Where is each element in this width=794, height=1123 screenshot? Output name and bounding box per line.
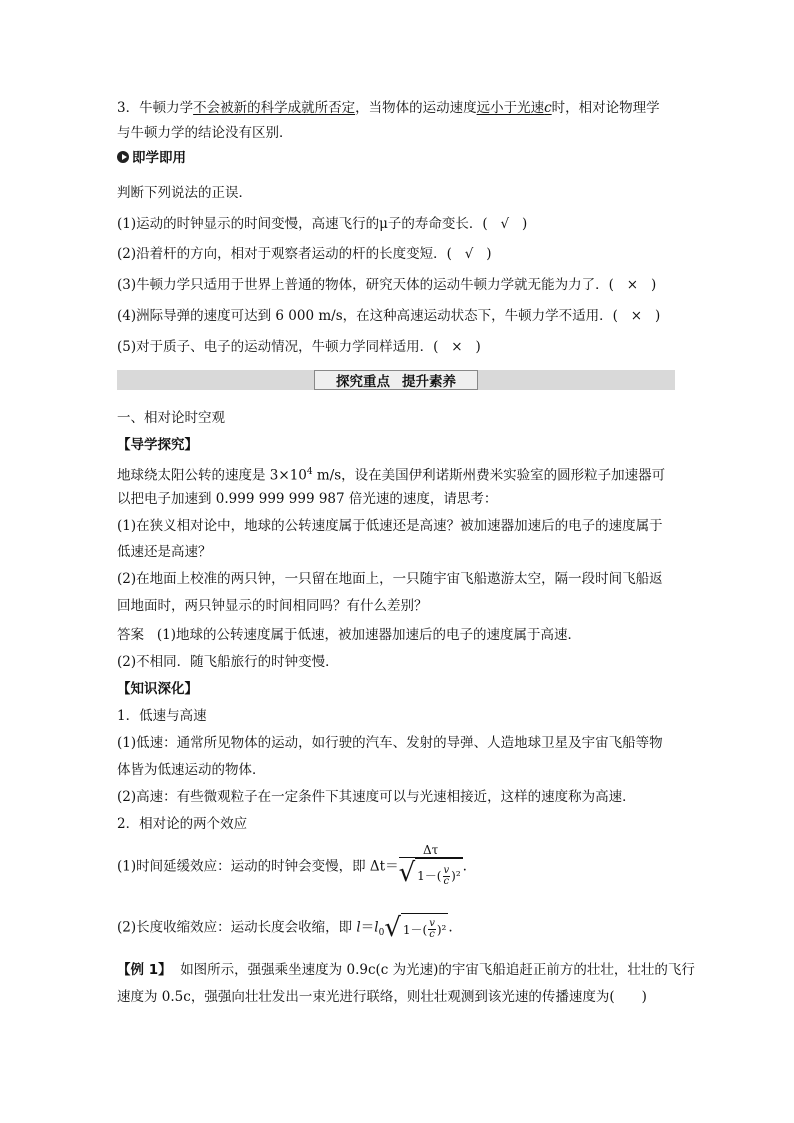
explore-line-6: 回地面时，两只钟显示的时间相同吗？有什么差别？: [117, 598, 428, 614]
c: c: [443, 875, 450, 887]
paren-close: ): [486, 246, 492, 262]
text: )²: [451, 869, 461, 883]
paren-close: ): [654, 308, 661, 324]
judgment-item: [117, 244, 492, 264]
subscript: 0: [378, 928, 385, 939]
text: 1－(: [402, 923, 428, 937]
denominator: [399, 858, 463, 891]
text: 1－(: [417, 869, 442, 883]
explore-line-2: 以把电子加速到 0.999 999 999 987 倍光速的速度，请思考：: [117, 491, 498, 507]
jixue-title: 即学即用: [132, 150, 186, 166]
v-over-c: [428, 919, 436, 940]
text: 地球绕太阳公转的速度是 3×10: [117, 467, 307, 484]
judgment-text: (1)运动的时钟显示的时间变慢，高速飞行的μ子的寿命变长．(: [117, 216, 488, 232]
banner-left: 探究重点: [336, 374, 390, 390]
v: v: [443, 864, 450, 876]
l: l: [356, 919, 361, 936]
text: )²: [436, 922, 447, 937]
text: m/s，设在美国伊利诺斯州费米实验室的圆形粒子加速器可: [312, 467, 666, 484]
k1-line-1: (1)低速：通常所见物体的运动，如行驶的汽车、发射的导弹、人造地球卫星及宇宙飞船等物: [117, 735, 663, 751]
point-3-line-2: 与牛顿力学的结论没有区别．: [117, 125, 293, 141]
v: v: [429, 918, 435, 929]
explore-line-4: 低速还是高速？: [117, 544, 212, 560]
text: 3．牛顿力学: [117, 100, 194, 116]
example-line-2: 速度为 0.5c，强强向壮壮发出一束光进行联络，则壮壮观测到该光速的传播速度为( ): [117, 989, 647, 1005]
judgment-text: (4)洲际导弹的速度可达到 6 000 m/s，在这种高速运动状态下，牛顿力学不适用．(: [117, 308, 618, 324]
point-3-line-1: [117, 98, 660, 118]
c: c: [429, 929, 435, 940]
judgment-mark: √: [500, 216, 510, 232]
k1-line-2: 体皆为低速运动的物体．: [117, 762, 266, 778]
paren-close: ): [650, 277, 657, 293]
judgment-text: (5)对于质子、电子的运动情况，牛顿力学同样适用．(: [117, 339, 439, 355]
example-label: 【例 1】: [117, 962, 172, 978]
k1-line-3: (2)高速：有些微观粒子在一定条件下其速度可以与光速相接近，这样的速度称为高速．: [117, 789, 636, 805]
answer-text: (1)地球的公转速度属于低速，被加速器加速后的电子的速度属于高速．: [156, 627, 581, 643]
fraction: [399, 843, 463, 891]
paren-close: ): [475, 339, 481, 355]
judgment-text: (3)牛顿力学只适用于世界上普通的物体，研究天体的运动牛顿力学就无能为力了．(: [117, 277, 614, 293]
underlined-text: 不会被新的科学成就所否定: [193, 100, 356, 116]
judgment-mark: √: [464, 246, 474, 262]
k1-title: 1．低速与高速: [117, 708, 207, 724]
section-banner: [117, 370, 675, 390]
judge-intro: 判断下列说法的正误．: [117, 185, 252, 201]
explore-line-3: (1)在狭义相对论中，地球的公转速度属于低速还是高速？被加速器加速后的电子的速度属于: [117, 518, 663, 534]
judgment-mark: ×: [626, 277, 639, 293]
text: 时，相对论物理学: [551, 100, 660, 116]
time-dilation-formula: [117, 843, 467, 891]
jixue-heading: [117, 148, 186, 168]
judgment-mark: ×: [630, 308, 643, 324]
example-line-1: [117, 960, 695, 980]
l0: l: [374, 919, 379, 936]
sqrt: [384, 913, 448, 943]
period: .: [448, 919, 453, 936]
paren-close: ): [522, 216, 528, 232]
answer-label: 答案: [117, 627, 144, 643]
numerator: Δτ: [422, 843, 439, 857]
k2-title: 2．相对论的两个效应: [117, 816, 248, 832]
sqrt-sign: √: [398, 858, 416, 888]
length-contraction-formula: [117, 913, 453, 943]
sqrt-body: [401, 913, 448, 943]
explore-line-5: (2)在地面上校准的两只钟，一只留在地面上，一只随宇宙飞船遨游太空，隔一段时间飞船返: [117, 571, 663, 587]
section-banner-box: [314, 370, 478, 390]
variable-c: c: [544, 100, 552, 116]
sqrt-sign: √: [384, 913, 401, 943]
judgment-item: [117, 214, 527, 234]
play-circle-icon: [117, 151, 129, 163]
section-title: 一、相对论时空观: [117, 410, 225, 426]
formula-text: (2)长度收缩效应：运动长度会收缩，即: [117, 919, 357, 936]
judgment-item: [117, 275, 656, 295]
answer-line-2: (2)不相同．随飞船旅行的时钟变慢．: [117, 654, 339, 670]
daoxue-heading: 【导学探究】: [117, 437, 198, 453]
judgment-mark: ×: [451, 339, 463, 355]
explore-line-1: [117, 462, 665, 486]
period: .: [462, 858, 467, 875]
equals: ＝: [360, 919, 375, 936]
judgment-text: (2)沿着杆的方向，相对于观察者运动的杆的长度变短．(: [117, 246, 452, 262]
sqrt-body: [415, 858, 462, 891]
formula-text: (1)时间延缓效应：运动的时钟会变慢，即 Δt＝: [117, 858, 399, 875]
text: ，当物体的运动速度: [355, 100, 477, 116]
answer-line-1: [117, 625, 581, 645]
underlined-text: 远小于光速: [476, 100, 545, 116]
example-text: 如图所示，强强乘坐速度为 0.9c(c 为光速)的宇宙飞船追赶正前方的壮壮，壮壮的飞行: [180, 962, 695, 978]
zhishi-heading: 【知识深化】: [117, 681, 198, 697]
sqrt: [399, 858, 463, 891]
v-over-c: [443, 866, 451, 887]
banner-right: 提升素养: [402, 374, 456, 390]
judgment-item: [117, 337, 481, 357]
judgment-item: [117, 306, 660, 326]
superscript: 4: [306, 467, 313, 477]
